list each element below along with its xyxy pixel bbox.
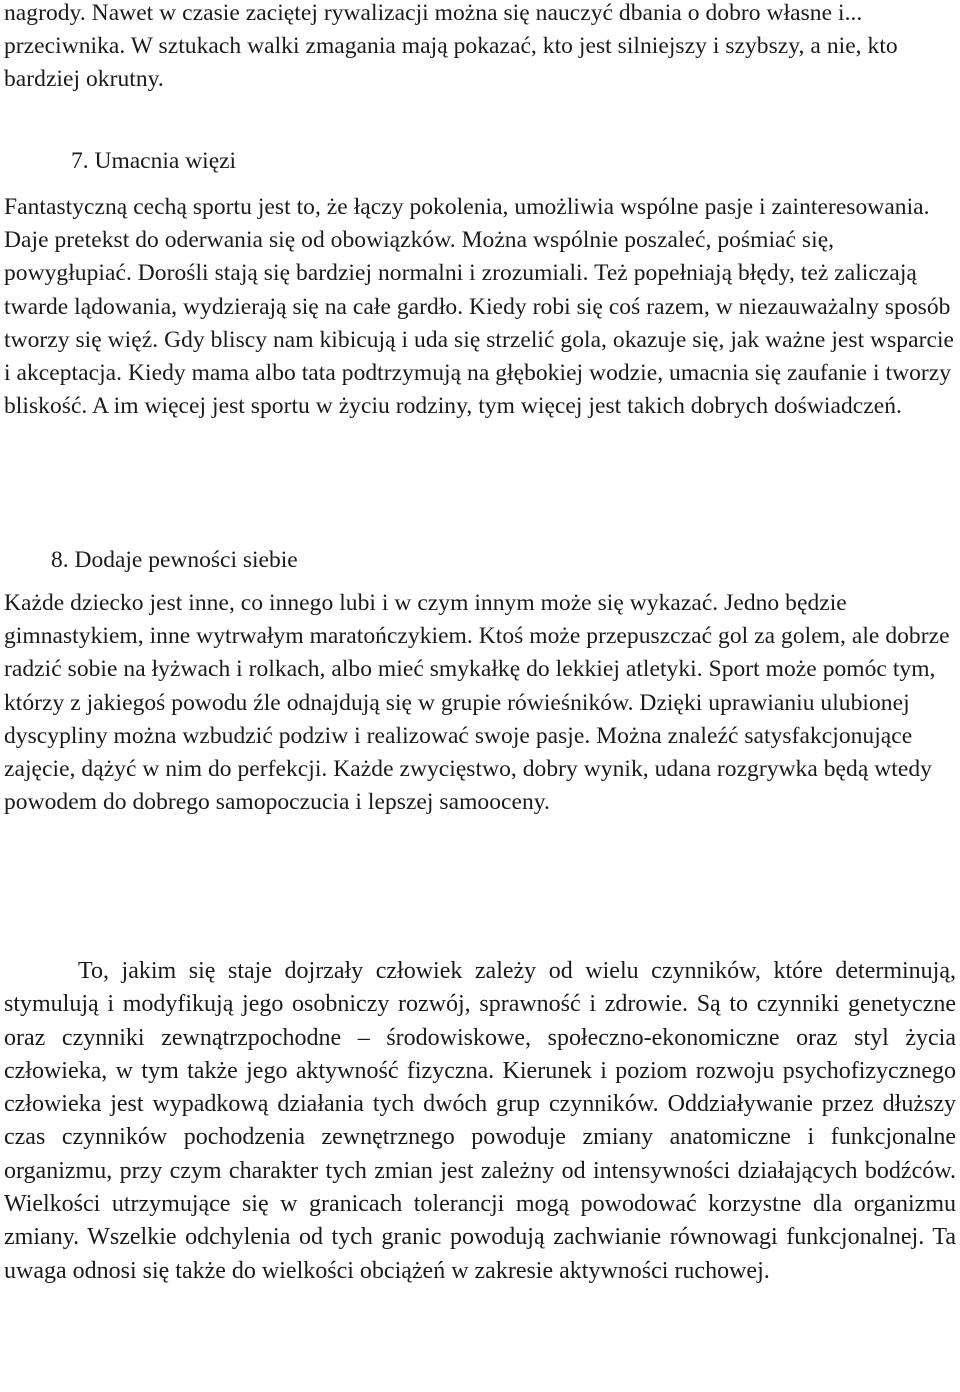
closing-paragraph: To, jakim się staje dojrzały człowiek zależy od wielu czynników, które determinują, stymulują i modyfikują jego osobniczy rozwój, sprawność i zdrowie. Są to czynniki genetyczne oraz czynniki zewnątrzpochodne – środowiskowe, społeczno-ekonomiczne oraz styl życia człowieka, w tym także jego aktywność fizyczna. Kierunek i poziom rozwoju psychofizycznego człowieka jest wypadkową działania tych dwóch grup czynników. Oddziaływanie przez dłuższy czas czynników pochodzenia zewnętrznego powoduje zmiany anatomiczne i funkcjonalne organizmu, przy czym charakter tych zmian jest zależny od intensywności działających bodźców. Wielkości utrzymujące się w granicach tolerancji mogą powodować korzystne dla organizmu zmiany. Wszelkie odchylenia od tych granic powodują zachwianie równowagi funkcjonalnej. Ta uwaga odnosi się także do wielkości obciążeń w zakresie aktywności ruchowej. [4,958,956,1284]
section-8-paragraph: Każde dziecko jest inne, co innego lubi i w czym innym może się wykazać. Jedno będzie gimnastykiem, inne wytrwałym maratończykiem. Ktoś może przepuszczać gol za golem, ale dobrze radzić sobie na łyżwach i rolkach, albo mieć smykałkę do lekkiej atletyki. Sport może pomóc tym, którzy z jakiegoś powodu źle odnajdują się w grupie rówieśników. Dzięki uprawianiu ulubionej dyscypliny można wzbudzić podziw i realizować swoje pasje. Można znaleźć satysfakcjonujące zajęcie, dążyć w nim do perfekcji. Każde zwycięstwo, dobry wynik, udana rozgrywka będą wtedy powodem do dobrego samopoczucia i lepszej samooceny. [4,590,950,816]
section-7-heading: 7. Umacnia więzi [71,148,237,174]
section-7-paragraph: Fantastyczną cechą sportu jest to, że łączy pokolenia, umożliwia wspólne pasje i zainteresowania. Daje pretekst do oderwania się od obowiązków. Można wspólnie poszaleć, pośmiać się, powygłupiać. Dorośli stają się bardziej normalni i zrozumiali. Też popełniają błędy, też zaliczają twarde lądowania, wydzierają się na całe gardło. Kiedy robi się coś razem, w niezauważalny sposób tworzy się więź. Gdy bliscy nam kibicują i uda się strzelić gola, okazuje się, jak ważne jest wsparcie i akceptacja. Kiedy mama albo tata podtrzymują na głębokiej wodzie, umacnia się zaufanie i tworzy bliskość. A im więcej jest sportu w życiu rodziny, tym więcej jest takich dobrych doświadczeń. [4,194,954,420]
intro-paragraph: nagrody. Nawet w czasie zaciętej rywalizacji można się nauczyć dbania o dobro własne i... przeciwnika. W sztukach walki zmagania mają pokazać, kto jest silniejszy i szybszy, a nie, kto bardziej okrutny. [4,0,898,93]
section-8-heading: 8. Dodaje pewności siebie [51,547,298,573]
